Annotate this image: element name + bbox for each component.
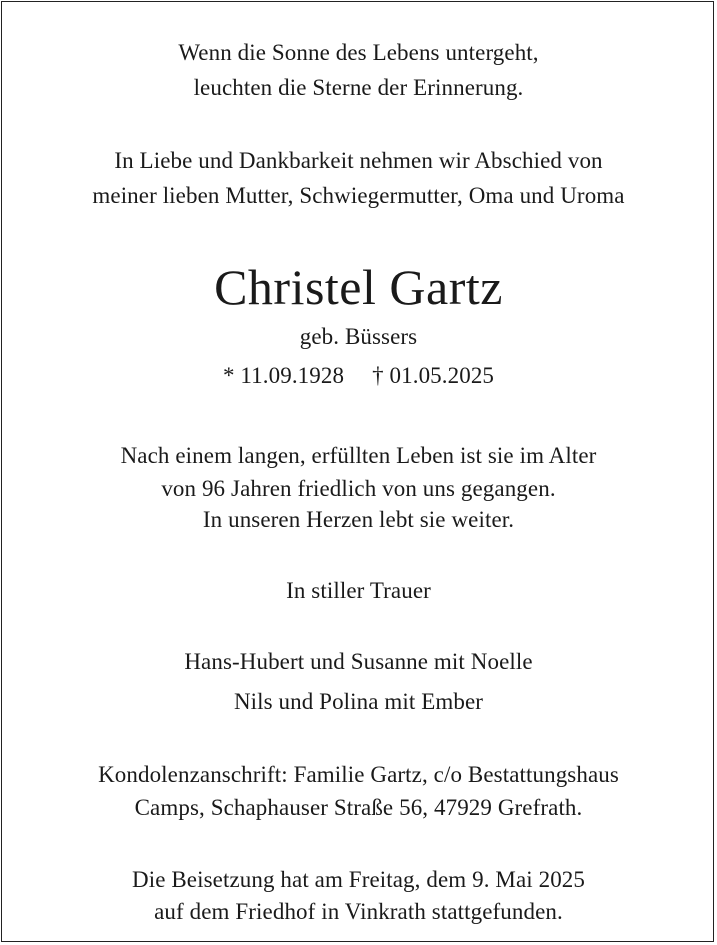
intro-line-2: meiner lieben Mutter, Schwiegermutter, Oma und Uroma [92,183,625,208]
message-line-3: In unseren Herzen lebt sie weiter. [202,507,515,532]
death-date: † 01.05.2025 [372,363,495,388]
burial-line-2: auf dem Friedhof in Vinkrath stattgefunden. [154,899,563,924]
mourning-heading: In stiller Trauer [286,578,431,603]
condolence-line-2: Camps, Schaphauser Straße 56, 47929 Grefrath. [134,795,583,820]
condolence-line-1: Kondolenzanschrift: Familie Gartz, c/o Bestattungshaus [98,762,619,787]
birth-date: * 11.09.1928 [222,363,345,388]
mourner-line-1: Hans-Hubert und Susanne mit Noelle [184,649,533,674]
message-line-2: von 96 Jahren friedlich von uns gegangen. [161,476,556,501]
motto-line-2: leuchten die Sterne der Erinnerung. [193,75,524,100]
deceased-name: Christel Gartz [214,259,503,315]
motto-line-1: Wenn die Sonne des Lebens untergeht, [178,40,539,65]
mourner-line-2: Nils und Polina mit Ember [233,689,484,714]
life-dates [0,361,717,391]
birth-name: geb. Büssers [299,324,418,349]
message-line-1: Nach einem langen, erfüllten Leben ist sie im Alter [120,443,597,468]
intro-line-1: In Liebe und Dankbarkeit nehmen wir Abschied von [114,148,603,173]
burial-line-1: Die Beisetzung hat am Freitag, dem 9. Mai 2025 [132,867,585,892]
